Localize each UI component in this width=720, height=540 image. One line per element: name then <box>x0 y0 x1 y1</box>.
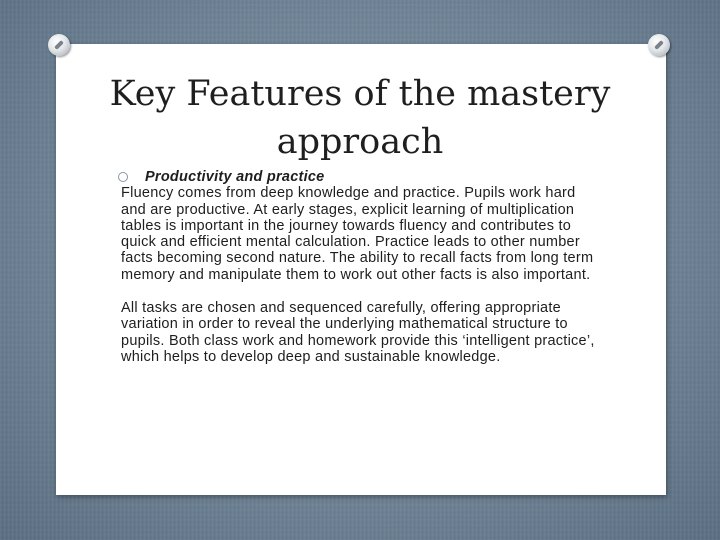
slide-content <box>121 169 601 365</box>
slide-title-line-1: Key Features of the mastery <box>109 74 611 114</box>
pushpin-icon-left <box>48 34 70 56</box>
bullet-heading <box>121 169 601 185</box>
slide-title-line-2: approach <box>276 122 444 162</box>
circle-bullet-icon <box>118 172 128 182</box>
paragraph-fluency: Fluency comes from deep knowledge and practice. Pupils work hard and are productive. At early stages, explicit learning of multiplication tables is important in the journey towards fluency and contributes to quick and efficient mental calculation. Practice leads to other number facts becoming second nature. The ability to recall facts from long term memory and manipulate them to work out other facts is also important. <box>121 185 594 283</box>
bullet-heading-text: Productivity and practice <box>145 169 325 185</box>
slide-title <box>0 70 720 166</box>
paragraph-tasks: All tasks are chosen and sequenced carefully, offering appropriate variation in order to reveal the underlying mathematical structure to pupils. Both class work and homework provide this ‘intelligent practice’, which helps to develop deep and sustainable knowledge. <box>121 300 595 365</box>
pushpin-icon-right <box>648 34 670 56</box>
